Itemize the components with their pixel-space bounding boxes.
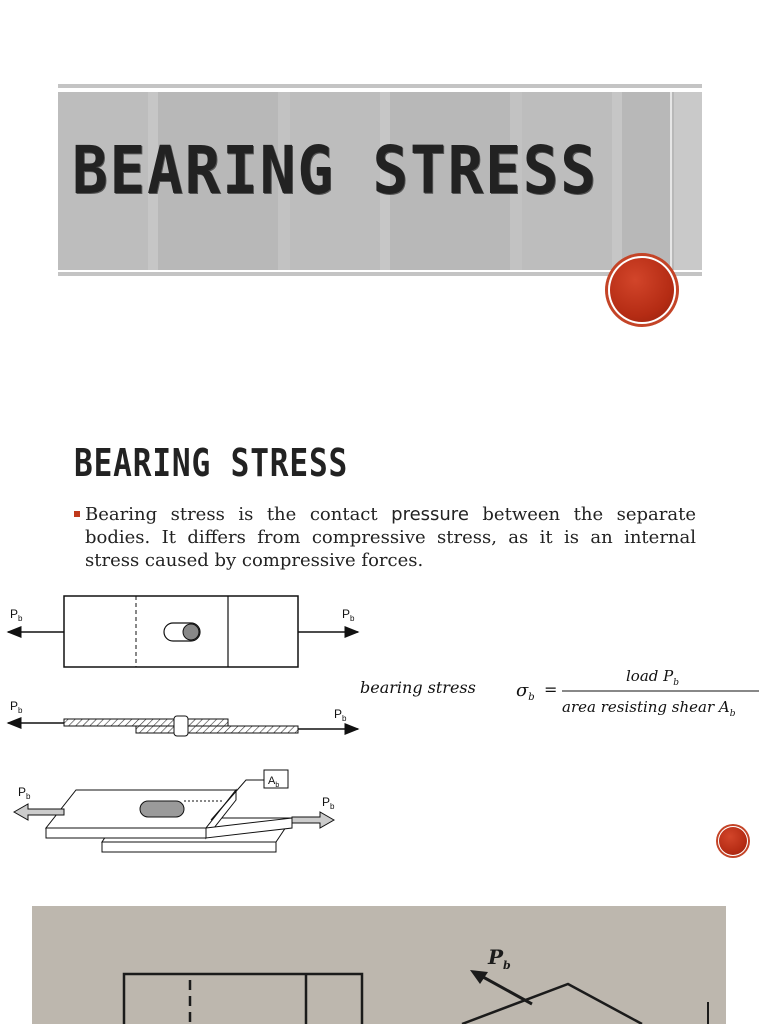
iso-load-label-right: $P_b$ (322, 795, 335, 811)
hand-sketch (32, 906, 726, 1024)
bullet-text-start: Bearing stress is the contact (85, 504, 392, 525)
side-load-label-left: $P_b$ (10, 699, 23, 715)
formula-denominator: area resisting shear $A_b$ (562, 698, 736, 719)
formula-numerator: load $P_b$ (626, 667, 679, 688)
equals-sign: = (544, 680, 558, 699)
iso-load-label-left: $P_b$ (18, 785, 31, 801)
bullet-text (74, 503, 696, 572)
formula-label: bearing stress (360, 678, 476, 697)
isometric-view (14, 770, 335, 852)
bullet-marker-icon (74, 511, 80, 517)
slide1-title: BEARING STRESS (72, 132, 598, 209)
sketch-photo (32, 906, 726, 1024)
banner-end-block (674, 92, 702, 270)
load-label-right: $P_b$ (342, 607, 355, 623)
red-circle-decoration (608, 256, 676, 324)
bearing-stress-formula (516, 662, 761, 722)
side-load-label-right: $P_b$ (334, 707, 347, 723)
bullet-point (74, 503, 696, 572)
top-view (8, 596, 358, 667)
sketch-load-label: $P_b$ (488, 945, 511, 972)
bullet-emphasis: pressure (391, 504, 469, 525)
slide2-title: BEARING STRESS (74, 441, 349, 485)
area-label: $A_b$ (268, 775, 280, 789)
banner-bottom-stripe (58, 272, 702, 276)
bearing-diagram (6, 590, 362, 858)
side-view (8, 699, 358, 736)
red-circle-decoration-small (718, 826, 748, 856)
banner-divider (670, 92, 672, 270)
sigma-symbol: $\sigma_b$ (516, 680, 535, 703)
banner-top-stripe (58, 84, 702, 88)
load-label-left: $P_b$ (10, 607, 23, 623)
bullet-text-end: between the separate bodies. It differs from compressive stress, as it is an internal stress caused by compressive forces. (85, 504, 696, 571)
